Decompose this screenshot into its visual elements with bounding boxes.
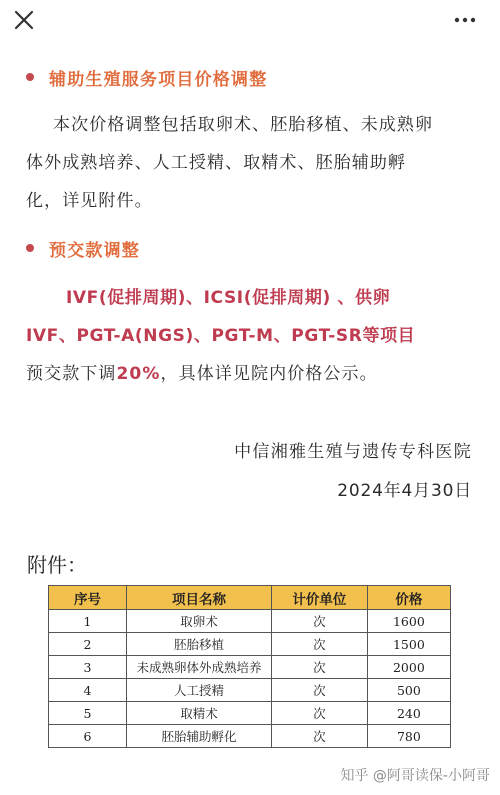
publish-date: 2024年4月30日: [337, 481, 472, 501]
prepayment-change-line: [26, 355, 476, 393]
cell-index: 3: [49, 656, 127, 679]
price-table: [48, 585, 451, 748]
table-row: [49, 656, 451, 679]
cell-item-name: 取精术: [127, 702, 272, 725]
bullet-icon: [26, 244, 34, 252]
cell-price: 1500: [367, 633, 450, 656]
table-row: [49, 679, 451, 702]
hospital-name: 中信湘雅生殖与遗传专科医院: [234, 442, 472, 462]
cell-item-name: 胚胎辅助孵化: [127, 725, 272, 748]
table-row: [49, 725, 451, 748]
cell-item-name: 人工授精: [127, 679, 272, 702]
section-price-adjustment-heading: [26, 64, 267, 90]
paragraph-line: 化，详见附件。: [26, 191, 153, 211]
text-suffix: ，具体详见院内价格公示。: [160, 364, 378, 384]
prepayment-paragraph: [26, 279, 476, 393]
section-title: 预交款调整: [49, 240, 140, 261]
cell-index: 5: [49, 702, 127, 725]
section-title: 辅助生殖服务项目价格调整: [49, 69, 268, 90]
prepayment-items-line: IVF、PGT-A(NGS)、PGT-M、PGT-SR等项目: [26, 326, 416, 346]
text-prefix: 预交款下调: [26, 364, 117, 384]
cell-index: 1: [49, 610, 127, 633]
table-header-row: [49, 586, 451, 610]
column-header: 序号: [49, 586, 127, 610]
discount-highlight: 20%: [116, 364, 161, 384]
close-icon[interactable]: [12, 8, 36, 32]
cell-price: 2000: [367, 656, 450, 679]
cell-index: 4: [49, 679, 127, 702]
column-header: 价格: [367, 586, 450, 610]
price-adjustment-paragraph: [26, 106, 476, 220]
attachment-label: 附件：: [27, 553, 87, 577]
cell-unit: 次: [272, 610, 368, 633]
cell-item-name: 胚胎移植: [127, 633, 272, 656]
column-header: 项目名称: [127, 586, 272, 610]
paragraph-line: 本次价格调整包括取卵术、胚胎移植、未成熟卵: [53, 115, 434, 135]
table-row: [49, 633, 451, 656]
cell-price: 780: [367, 725, 450, 748]
cell-unit: 次: [272, 679, 368, 702]
watermark: 知乎 @阿哥读保-小阿哥: [340, 768, 490, 784]
cell-unit: 次: [272, 725, 368, 748]
prepayment-items-line: IVF(促排周期)、ICSI(促排周期) 、供卵: [66, 288, 391, 308]
cell-item-name: 未成熟卵体外成熟培养: [127, 656, 272, 679]
column-header: 计价单位: [272, 586, 368, 610]
section-prepayment-heading: [26, 235, 140, 261]
cell-item-name: 取卵术: [127, 610, 272, 633]
cell-price: 500: [367, 679, 450, 702]
cell-index: 2: [49, 633, 127, 656]
cell-price: 240: [367, 702, 450, 725]
table-row: [49, 702, 451, 725]
bullet-icon: [26, 73, 34, 81]
top-bar: [0, 0, 500, 40]
table-row: [49, 610, 451, 633]
cell-index: 6: [49, 725, 127, 748]
cell-unit: 次: [272, 656, 368, 679]
cell-unit: 次: [272, 633, 368, 656]
more-vertical-icon[interactable]: [452, 10, 478, 30]
paragraph-line: 体外成熟培养、人工授精、取精术、胚胎辅助孵: [26, 153, 407, 173]
cell-price: 1600: [367, 610, 450, 633]
cell-unit: 次: [272, 702, 368, 725]
